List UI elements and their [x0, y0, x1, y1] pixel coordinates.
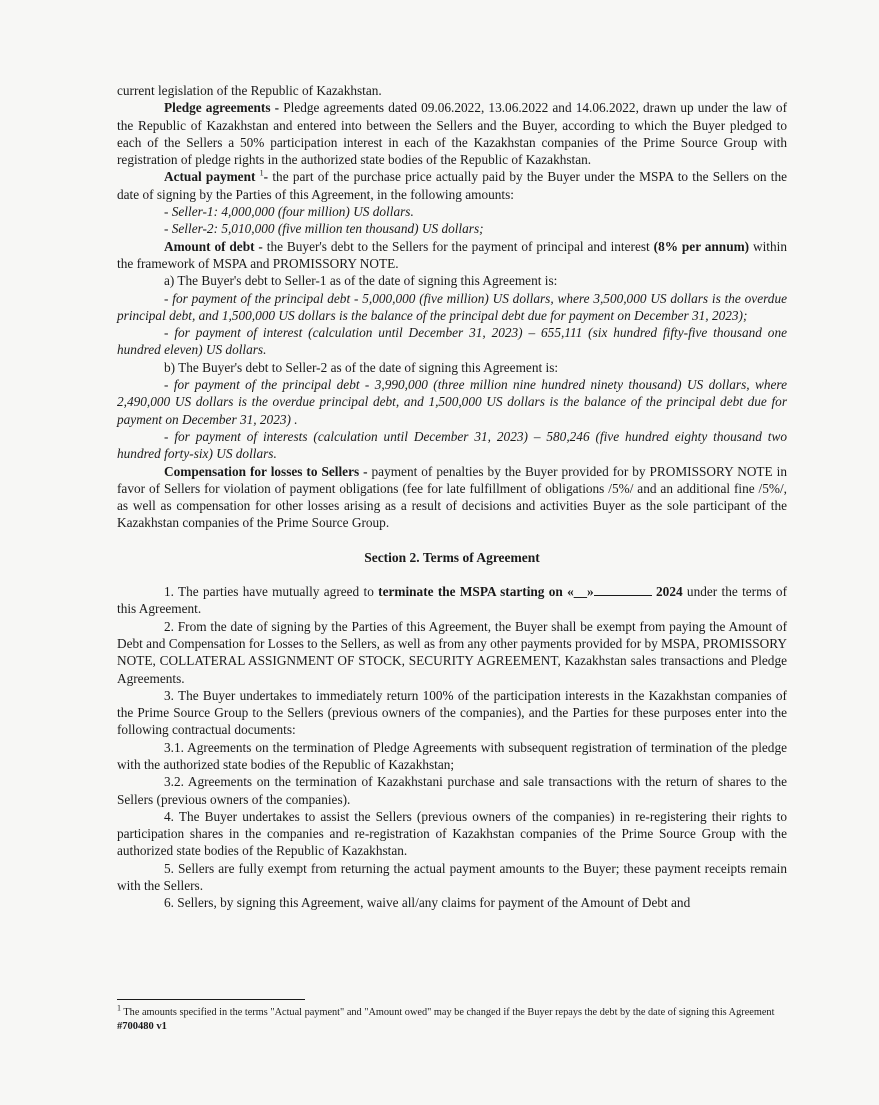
- footnote-divider: [117, 999, 305, 1000]
- actual-payment-text: the part of the purchase price actually paid by the Buyer under the MSPA to the Sellers on the date of signing by the Parties of this Agreement, in the following amounts:: [117, 169, 788, 202]
- footnote-text: The amounts specified in the terms "Actual payment" and "Amount owed" may be changed if the Buyer repays the debt by the date of signing this Agreement: [121, 1007, 775, 1018]
- seller1-amount: - Seller-1: 4,000,000 (four million) US dollars.: [164, 204, 414, 220]
- seller2-amount: - Seller-2: 5,010,000 (five million ten thousand) US dollars;: [164, 221, 484, 237]
- compensation-text: payment of penalties by the Buyer provided for by PROMISSORY NOTE in favor of Sellers for violation of payment obligations (fee for late fulfillment of obligations /5%/ and an additional fine /5%/, as well as compensation for other losses arising as a result of decisions and activities Buyer as the sole participant of the Kazakhstan companies of the Prime Source Group.: [117, 463, 787, 531]
- term-item-3-2: 3.2. Agreements on the termination of Kazakhstani purchase and sale transactions with the return of shares to the Sellers (previous owners of the companies).: [117, 774, 787, 807]
- term-item-3-1: 3.1. Agreements on the termination of Pledge Agreements with subsequent registration of termination of the pledge with the authorized state bodies of the Republic of Kazakhstan;: [117, 739, 787, 772]
- intro-line: current legislation of the Republic of Kazakhstan.: [117, 83, 382, 98]
- term-item-6: 6. Sellers, by signing this Agreement, waive all/any claims for payment of the Amount of Debt and: [164, 895, 691, 911]
- item1-year: 2024: [651, 584, 683, 600]
- term-item-3: 3. The Buyer undertakes to immediately return 100% of the participation interests in the Kazakhstan companies of the Prime Source Group to the Sellers (previous owners of the companies), and the Parties for these purposes enter into the following contractual documents:: [117, 687, 787, 738]
- debt-seller1-interest: - for payment of interest (calculation until December 31, 2023) – 655,111 (six hundred fifty-five thousand one hundred eleven) US dollars.: [117, 325, 787, 358]
- debt-seller2-principal: - for payment of the principal debt - 3,990,000 (three million nine hundred ninety thousand) US dollars, where 2,490,000 US dollars is the overdue principal debt, and 1,500,000 US dollars is the balance of the principal debt due for payment on December 31, 2023) .: [117, 377, 787, 427]
- definition-actual-payment: [117, 168, 787, 203]
- footnote-number: 1: [117, 1003, 121, 1013]
- term-item-5: 5. Sellers are fully exempt from returning the actual payment amounts to the Buyer; these payment receipts remain with the Sellers.: [117, 860, 787, 894]
- debt-seller1-principal: - for payment of the principal debt - 5,000,000 (five million) US dollars, where 3,500,000 US dollars is the overdue principal debt, and 1,500,000 US dollars is the balance of the principal debt due for payment on December 31, 2023);: [117, 290, 787, 323]
- term-actual-payment: Actual payment: [164, 169, 260, 185]
- term-pledge-agreements: Pledge agreements -: [164, 100, 280, 116]
- term-dash: -: [263, 169, 269, 185]
- term-item-4: 4. The Buyer undertakes to assist the Sellers (previous owners of the companies) in re-registering their rights to participation shares in the companies and re-registration of Kazakhstan companies of the Prime Source Group with the authorized state bodies of the Republic of Kazakhstan.: [117, 808, 787, 859]
- pledge-text: Pledge agreements dated 09.06.2022, 13.06.2022 and 14.06.2022, drawn up under the law of the Republic of Kazakhstan and entered into between the Sellers and the Buyer, according to which the Buyer pledged to each of the Sellers a 50% participation interest in each of the Kazakhstan companies of the Prime Source Group with registration of pledge rights in the authorized state bodies of the Republic of Kazakhstan.: [117, 100, 787, 168]
- interest-rate: (8% per annum): [653, 238, 750, 254]
- term-amount-of-debt: Amount of debt -: [164, 238, 263, 254]
- document-body: [117, 82, 787, 912]
- document-id: #700480 v1: [117, 1020, 167, 1032]
- item1-text: 1. The parties have mutually agreed to: [164, 584, 379, 600]
- section-title: Section 2. Terms of Agreement: [364, 549, 540, 565]
- definition-amount-of-debt: [117, 238, 787, 273]
- term-compensation: Compensation for losses to Sellers -: [164, 463, 368, 479]
- item1-bold: terminate the MSPA starting on «__»: [378, 584, 594, 600]
- debt-seller1-heading: a) The Buyer's debt to Seller-1 as of the date of signing this Agreement is:: [164, 273, 558, 289]
- definition-pledge-agreements: [117, 99, 787, 168]
- footnote-ref: 1: [259, 169, 264, 179]
- definition-compensation: [117, 463, 787, 532]
- footnote: [117, 1003, 777, 1033]
- debt-text-end: within the framework of MSPA and PROMISSORY NOTE.: [117, 238, 787, 271]
- footnote-text-block: [117, 1003, 777, 1020]
- date-blank: [594, 583, 652, 596]
- debt-seller2-heading: b) The Buyer's debt to Seller-2 as of the date of signing this Agreement is:: [164, 359, 559, 375]
- term-item-2: 2. From the date of signing by the Parties of this Agreement, the Buyer shall be exempt from paying the Amount of Debt and Compensation for Losses to the Sellers, as well as from any other payments provided for by MSPA, PROMISSORY NOTE, COLLATERAL ASSIGNMENT OF STOCK, SECURITY AGREEMENT, Kazakhstan sales transactions and Pledge Agreements.: [117, 618, 787, 686]
- debt-text: the Buyer's debt to the Sellers for the payment of principal and interest: [262, 238, 654, 254]
- debt-seller2-interest: - for payment of interests (calculation until December 31, 2023) – 580,246 (five hundred eighty thousand two hundred forty-six) US dollars.: [117, 428, 787, 462]
- item1-end: under the terms of this Agreement.: [117, 584, 787, 617]
- term-item-1: [117, 583, 787, 618]
